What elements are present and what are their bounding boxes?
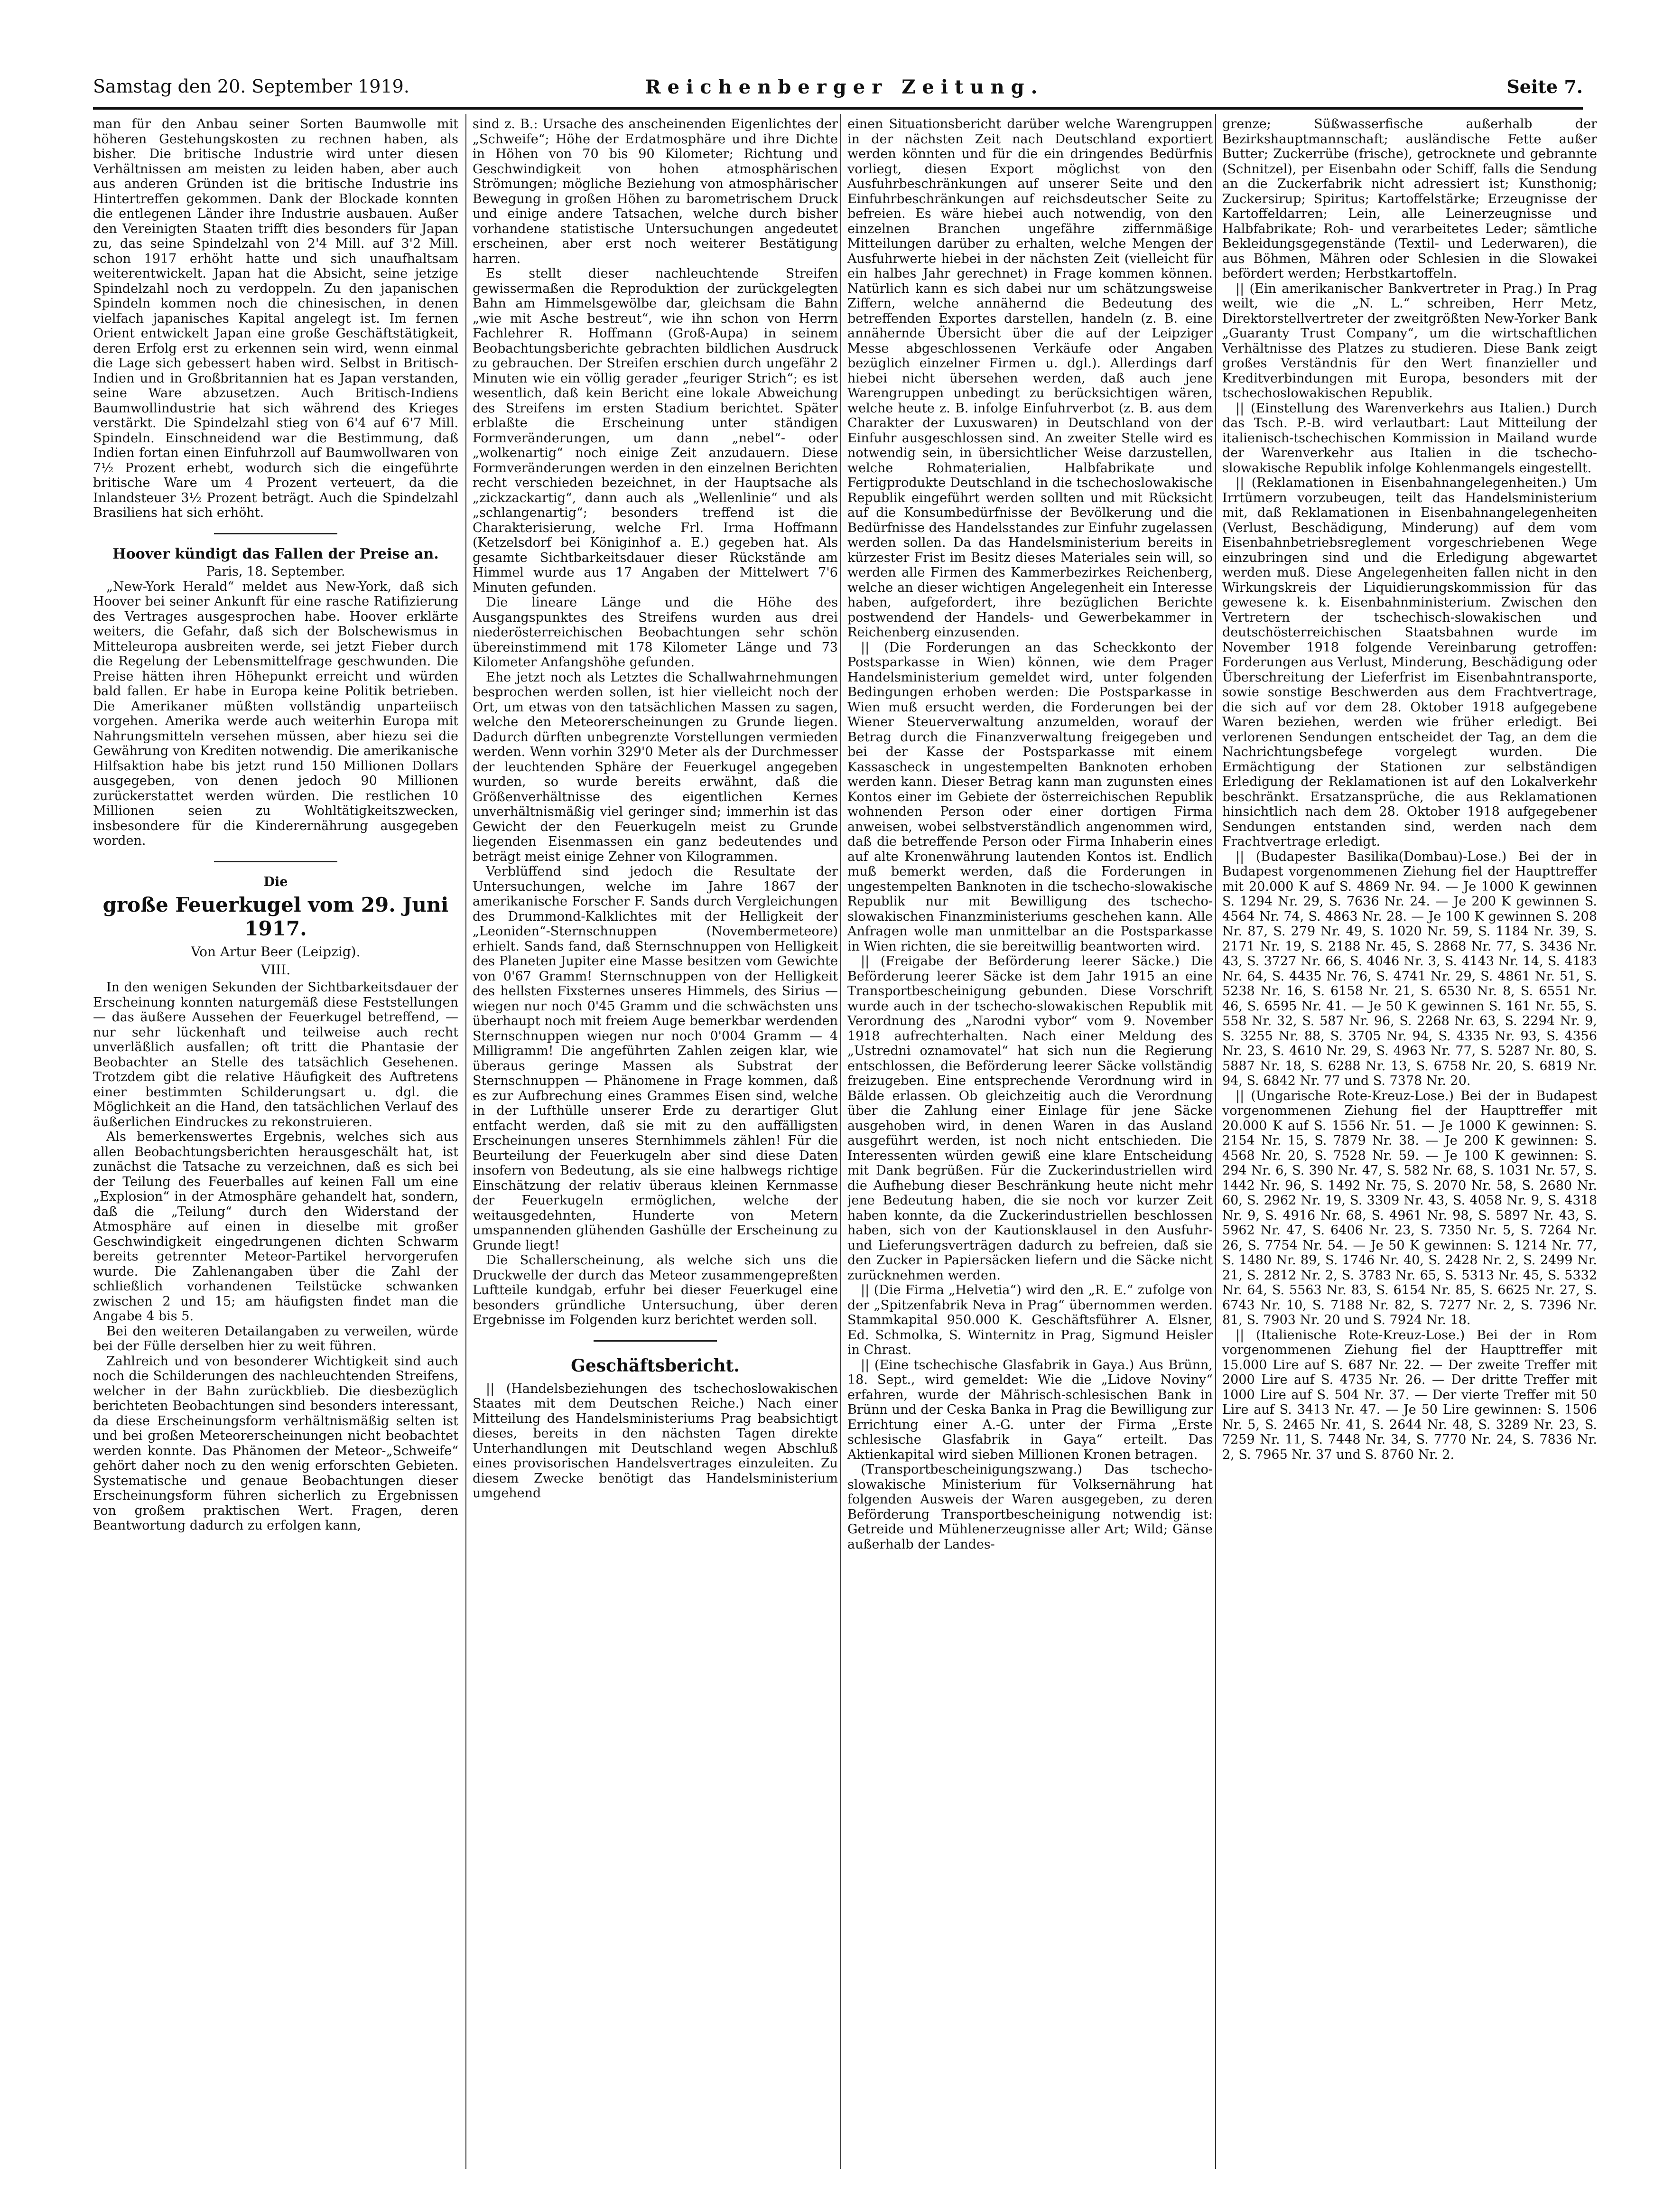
feuerkugel-paragraph: sind z. B.: Ursache des anscheinenden Eigenlichtes der „Schweife“; Höhe der Erdatmosphäre und ihre Dichte in Höhen von 70 bis 90 Kilometer; Richtung und Geschwindigkeit von hohen atmosphärischen Strömungen; mögliche Beziehung von atmosphärischer Bewegung in großen Höhen zu barometrischem Druck und einige andere Tatsachen, welche durch bisher vorhandene statistische Untersuchungen angedeutet erscheinen, aber erst noch weiterer Bestätigung harren.	[473, 117, 838, 266]
column-2	[473, 117, 838, 2172]
cotton-article-text: man für den Anbau seiner Sorten Baumwolle mit höheren Gestehungskosten zu rechnen haben, als bisher. Die britische Industrie wird unter diesen Verhältnissen am meisten zu leiden haben, aber auch aus anderen Gründen ist die britische Industrie ins Hintertreffen gekommen. Dank der Blockade konnten die entlegenen Länder ihre Industrie ausbauen. Außer den Vereinigten Staaten trifft dies besonders für Japan zu, das seine Spindelzahl von 2'4 Mill. auf 3'2 Mill. schon 1917 erhöht hatte und sich unaufhaltsam weiterentwickelt. Japan hat die Absicht, seine jetzige Spindelzahl noch zu verdoppeln. Zu den japanischen Spindeln kommen noch die chinesischen, in denen vielfach japanisches Kapital angelegt ist. Im fernen Orient entwickelt Japan eine große Geschäftstätigkeit, deren Erfolg erst zu erkennen sein wird, wenn einmal die Lage sich gebessert haben wird. Selbst in Britisch-Indien und in Großbritannien hat es Japan verstanden, seine Ware abzusetzen. Auch Britisch-Indiens Baumwollindustrie hat sich während des Krieges verstärkt. Die Spindelzahl stieg von 6'4 auf 6'7 Mill. Spindeln. Einschneidend war die Bestimmung, daß Indien fortan einen Einfuhrzoll auf Baumwollwaren von 7½ Prozent erhebt, wodurch sich die eingeführte britische Ware um 4 Prozent verteuert, da die Inlandsteuer 3½ Prozent beträgt. Auch die Spindelzahl Brasiliens hat sich erhöht.	[93, 117, 458, 520]
lottery-results: || (Ungarische Rote-Kreuz-Lose.) Bei der in Budapest vorgenommenen Ziehung fiel der Haupttreffer mit 20.000 K auf S. 1556 Nr. 51. — Je 1000 K gewinnen: S. 2154 Nr. 15, S. 7879 Nr. 38. — Je 200 K gewinnen: S. 4568 Nr. 20, S. 7528 Nr. 59. — Je 100 K gewinnen: S. 294 Nr. 6, S. 390 Nr. 47, S. 582 Nr. 68, S. 1031 Nr. 57, S. 1442 Nr. 96, S. 1492 Nr. 75, S. 2070 Nr. 58, S. 2680 Nr. 60, S. 2962 Nr. 19, S. 3309 Nr. 43, S. 4058 Nr. 9, S. 4318 Nr. 9, S. 4916 Nr. 68, S. 4961 Nr. 98, S. 5897 Nr. 43, S. 5962 Nr. 47, S. 6406 Nr. 23, S. 7350 Nr. 5, S. 7264 Nr. 26, S. 7754 Nr. 54. — Je 50 K gewinnen: S. 1214 Nr. 77, S. 1480 Nr. 89, S. 1746 Nr. 40, S. 2428 Nr. 2, S. 2499 Nr. 21, S. 2812 Nr. 2, S. 3783 Nr. 65, S. 5313 Nr. 45, S. 5332 Nr. 64, S. 5563 Nr. 83, S. 6154 Nr. 85, S. 6625 Nr. 27, S. 6743 Nr. 10, S. 7188 Nr. 82, S. 7277 Nr. 2, S. 7396 Nr. 81, S. 7903 Nr. 20 und S. 7924 Nr. 18.	[1222, 1088, 1597, 1327]
column-divider	[1215, 114, 1216, 2169]
business-report-item: || (Handelsbeziehungen des tschechoslowakischen Staates mit dem Deutschen Reiche.) Nach einer Mitteilung des Handelsministeriums Prag beabsichtigt dieses, bereits in den nächsten Tagen direkte Unterhandlungen mit Deutschland wegen Abschluß eines provisorischen Handelsvertrages einzuleiten. Zu diesem Zwecke benötigt das Handelsministerium umgehend	[473, 1381, 838, 1501]
column-1	[93, 117, 458, 2172]
feuerkugel-kicker: Die	[263, 874, 288, 889]
business-report-item: || (Eine tschechische Glasfabrik in Gaya.) Aus Brünn, 18. Sept., wird gemeldet: Wie die „Lidove Noviny“ erfahren, wurde der Mährisch-schlesischen Bank in Brünn und der Ceska Banka in Prag die Bewilligung zur Errichtung einer A.-G. unter der Firma „Erste schlesische Glasfabrik in Gaya“ erteilt. Das Aktienkapital wird sieben Millionen Kronen betragen.	[847, 1357, 1213, 1462]
feuerkugel-author: Von Artur Beer (Leipzig).	[191, 944, 361, 960]
business-report-item: || (Die Forderungen an das Scheckkonto der Postsparkasse in Wien) können, wie dem Prager Handelsministerium gemeldet wird, unter folgenden Bedingungen erhoben werden: Die Postsparkasse in Wien muß ersucht werden, die Forderungen bei der Wiener Steuerverwaltung anzumelden, worauf der Betrag durch die Finanzverwaltung freigegeben und bei der Kasse der Postsparkasse mit einem Kassascheck in ungestempelten Banknoten erhoben werden kann. Dieser Betrag kann man zugunsten eines Kontos einer im Gebiete der österreichischen Republik wohnenden Person oder einer dortigen Firma anweisen, wobei selbstverständlich angenommen wird, daß die betreffende Person oder Firma Inhaberin eines auf alte Kronenwährung lautenden Kontos ist. Endlich muß bemerkt werden, daß die Forderungen in ungestempelten Banknoten in die tschecho-slowakische Republik nur mit Bewilligung des tschecho-slowakischen Finanzministeriums geschehen kann. Alle Anfragen wolle man unmittelbar an die Postsparkasse in Wien richten, die sie bereitwillig beantworten wird.	[847, 640, 1213, 954]
page-number: Seite 7.	[1506, 76, 1583, 97]
feuerkugel-paragraph: Es stellt dieser nachleuchtende Streifen gewissermaßen die Reproduktion der zurückgelegten Bahn am Himmelsgewölbe dar, gleichsam die Bahn „wie mit Asche bestreut“, wie ihn schon von Herrn Fachlehrer R. Hoffmann (Groß-Aupa) in seinem Beobachtungsberichte gebrachten bildlichen Ausdruck zu gebrauchen. Der Streifen erschien durch ungefähr 2 Minuten wie ein völlig gerader „feuriger Strich“; es ist wesentlich, daß kein Bericht eine lokale Abweichung des Streifens im ersten Stadium berichtet. Später erblaßte die Erscheinung unter ständigen Formveränderungen, um dann „nebel“- oder „wolkenartig“ noch einige Zeit anzudauern. Diese Formveränderungen werden in den einzelnen Berichten recht verschieden bezeichnet, in der Hauptsache als „zickzackartig“, dann auch als „Wellenlinie“ und als „schlangenartig“; besonders treffend ist die Charakterisierung, welche Frl. Irma Hoffmann (Ketzelsdorf bei Königinhof a. E.) gegeben hat. Als gesamte Sichtbarkeitsdauer dieser Rückstände am Himmel wurde aus 17 Angaben der Mittelwert 7'6 Minuten gefunden.	[473, 266, 838, 595]
feuerkugel-title: große Feuerkugel vom 29. Juni 1917.	[102, 893, 449, 940]
feuerkugel-paragraph: Verblüffend sind jedoch die Resultate der Untersuchungen, welche im Jahre 1867 der amerikanische Forscher F. Sands durch Vergleichungen des Drummond-Kalklichtes mit der Helligkeit der „Leoniden“-Sternschnuppen (Novembermeteore) erhielt. Sands fand, daß Sternschnuppen von Helligkeit des Planeten Jupiter eine Masse besitzen vom Gewichte von 0'67 Gramm! Sternschnuppen von der Helligkeit des hellsten Fixsternes unseres Himmels, des Sirius — wiegen nur noch 0'45 Gramm und die schwächsten uns überhaupt noch mit freiem Auge bemerkbar werdenden Sternschnuppen wiegen nur noch 0'004 Gramm — 4 Milligramm! Die angeführten Zahlen zeigen klar, wie überaus geringe Massen als Substrat der Sternschnuppen — Phänomene in Frage kommen, daß es zur Aufbrechung eines Grammes Eisen sind, welche in der Lufthülle unserer Erde zu derartiger Glut entfacht werden, daß sie mit zu den auffälligsten Erscheinungen unseres Sternhimmels zählen! Für die Beurteilung der Feuerkugeln aber sind diese Daten insofern von Bedeutung, als sie eine halbwegs richtige Einschätzung der relativ überaus kleinen Kernmasse der Feuerkugeln ermöglichen, welche der weitausgedehnten, Hunderte von Metern umspannenden glühenden Gashülle der Erscheinung zu Grunde liegt!	[473, 864, 838, 1253]
newspaper-title: Reichenberger Zeitung.	[645, 76, 1044, 98]
business-report-item: (Transportbescheinigungszwang.) Das tschecho-slowakische Ministerium für Volksernährung hat folgenden Ausweis der Waren ausgegeben, zu deren Beförderung Transportbescheinigung notwendig ist: Getreide und Mühlenerzeugnisse aller Art; Wild; Gänse außerhalb der Landes-	[847, 1462, 1213, 1552]
header-rule	[93, 107, 1583, 110]
business-report-item: || (Reklamationen in Eisenbahnangelegenheiten.) Um Irrtümern vorzubeugen, teilt das Handelsministerium mit, daß Reklamationen in Eisenbahnangelegenheiten (Verlust, Beschädigung, Minderung) auf dem vom Eisenbahnbetriebsreglement vorgeschriebenen Wege einzubringen sind und die Erledigung abgewartet werden muß. Diese Angelegenheiten fallen nicht in den Wirkungskreis der Liquidierungskommission für das gewesene k. k. Eisenbahnministerium. Zwischen den Vertretern der tschechisch-slowakischen und deutschösterreichischen Staatsbahnen wurde im November 1918 folgende Vereinbarung getroffen: Forderungen aus Verlust, Minderung, Beschädigung oder Überschreitung der Lieferfrist im Eisenbahntransporte, sowie sonstige Beschwerden aus dem Frachtvertrage, die sich auf vor dem 28. Oktober 1918 aufgegebene Waren beziehen, werden wie früher erledigt. Bei verlorenen Sendungen entscheidet der Tag, an dem die Nachrichtungsbefege vorgelegt wurden. Die Ermächtigung der Stationen zur selbständigen Erledigung der Reklamationen ist auf den Lokalverkehr beschränkt. Ersatzansprüche, die aus Reklamationen hinsichtlich nach dem 28. Oktober 1918 aufgegebener Sendungen entstanden sind, werden nach dem Frachtvertrage erledigt.	[1222, 476, 1597, 849]
business-report-item: einen Situationsbericht darüber welche Warengruppen in der nächsten Zeit nach Deutschland exportiert werden könnten und für die ein dringendes Bedürfnis vorliegt, diesen Export möglichst von den Ausfuhrbeschränkungen auf unserer Seite und den Einfuhrbeschränkungen auf reichsdeutscher Seite zu befreien. Es wäre hiebei auch notwendig, von den einzelnen Branchen ungefähre ziffernmäßige Mitteilungen darüber zu erhalten, welche Mengen der Ausfuhrwerte hiebei in der nächsten Zeit (vielleicht für ein halbes Jahr gerechnet) in Frage kommen können. Natürlich kann es sich dabei nur um schätzungsweise Ziffern, welche annähernd die Bedeutung des betreffenden Exportes darstellen, handeln (z. B. eine annähernde Übersicht über die auf der Leipziger Messe abgeschlossenen Verkäufe oder Angaben bezüglich einzelner Firmen u. dgl.). Allerdings darf hiebei nicht übersehen werden, daß auch jene Warengruppen unbedingt zu berücksichtigen wären, welche heute z. B. infolge Einfuhrverbot (z. B. aus dem Charakter der Luxuswaren) in Deutschland von der Einfuhr ausgeschlossen sind. An zweiter Stelle wird es notwendig sein, in übersichtlicher Weise darzustellen, welche Rohmaterialien, Halbfabrikate und Fertigprodukte Deutschland in die tschechoslowakische Republik eingeführt werden sollten und mit Rücksicht auf die Konsumbedürfnisse der Bevölkerung und die Bedürfnisse des Handelsstandes zur Einfuhr zugelassen werden sollen. Da das Handelsministerium bereits in kürzester Frist im Besitz dieses Materiales sein will, so werden alle Firmen des Kammerbezirkes Reichenberg, welche an dieser wichtigen Angelegenheit ein Interesse haben, aufgefordert, ihre bezüglichen Berichte postwendend der Handels- und Gewerbekammer in Reichenberg einzusenden.	[847, 117, 1213, 640]
column-4	[1222, 117, 1597, 2172]
business-report-item: || (Die Firma „Helvetia“) wird den „R. E.“ zufolge von der „Spitzenfabrik Neva in Prag“ übernommen werden. Stammkapital 950.000 K. Geschäftsführer A. Elsner, Ed. Schmolka, S. Winternitz in Prag, Sigmund Heisler in Chrast.	[847, 1283, 1213, 1357]
feuerkugel-paragraph: Bei den weiteren Detailangaben zu verweilen, würde bei der Fülle derselben hier zu weit führen.	[93, 1324, 458, 1353]
feuerkugel-paragraph: In den wenigen Sekunden der Sichtbarkeitsdauer der Erscheinung konnten naturgemäß diese Feststellungen — das äußere Aussehen der Feuerkugel betreffend, — nur sehr lückenhaft und teilweise auch recht unverläßlich ausfallen; oft tritt die Phantasie der Beobachter an Stelle des tatsächlich Gesehenen. Trotzdem gibt die relative Häufigkeit des Auftretens einer bestimmten Schilderungsart u. dgl. die Möglichkeit an die Hand, den tatsächlichen Verlauf des äußerlichen Eindruckes zu rekonstruieren.	[93, 980, 458, 1129]
column-divider	[840, 114, 841, 2169]
feuerkugel-part: VIII.	[260, 961, 291, 978]
article-separator	[214, 533, 337, 534]
hoover-heading: Hoover kündigt das Fallen der Preise an.	[112, 545, 439, 562]
business-report-item: || (Freigabe der Beförderung leerer Säcke.) Die Beförderung leerer Säcke ist dem Jahr 1915 an eine Transportbescheinigung gebunden. Diese Vorschrift wurde auch in der tschecho-slowakischen Republik mit Verordnung des „Narodni vybor“ vom 9. November 1918 aufrechterhalten. Nach einer Meldung des „Ustredni oznamovatel“ hat sich nun die Regierung entschlossen, die Beförderung leerer Säcke vollständig freizugeben. Eine entsprechende Verordnung wird in Bälde erlassen. Ob gleichzeitig auch die Verordnung über die Zahlung einer Einlage für jene Säcke ausgehoben wird, in denen Waren in das Ausland ausgeführt werden, ist noch nicht entschieden. Die Interessenten würden gewiß eine klare Entscheidung mit Dank begrüßen. Für die Zuckerindustriellen wird die Aufhebung dieser Beschränkung heute nicht mehr jene Bedeutung haben, die sie noch vor kurzer Zeit haben konnte, da die Zuckerindustriellen beschlossen haben, sich von der Kautionsklausel in den Ausfuhr- und Lieferungsverträgen dadurch zu befreien, daß sie den Zucker in Papiersäcken liefern und die Säcke nicht zurücknehmen werden.	[847, 954, 1213, 1283]
hoover-dateline: Paris, 18. September.	[206, 564, 345, 579]
column-3	[847, 117, 1213, 2172]
feuerkugel-paragraph: Ehe jetzt noch als Letztes die Schallwahrnehmungen besprochen werden sollen, ist hier vielleicht noch der Ort, um etwas von den tatsächlichen Massen zu sagen, welche den Meteorerscheinungen zu Grunde liegen. Dadurch dürften unbegrenzte Vorstellungen vermieden werden. Wenn vorhin 329'0 Meter als der Durchmesser der leuchtenden Sphäre der Feuerkugel angegeben wurden, so wurde bereits erwähnt, daß die Größenverhältnisse des eigentlichen Kernes unverhältnismäßig viel geringer sind; immerhin ist das Gewicht der den Feuerkugeln meist zu Grunde liegenden Eisenmassen ein ganz bedeutendes und beträgt meist einige Zehner von Kilogrammen.	[473, 670, 838, 864]
business-report-item: || (Einstellung des Warenverkehrs aus Italien.) Durch das Tsch. P.-B. wird verlautbart: Laut Mitteilung der italienisch-tschechischen Kommission in Mailand wurde der Warenverkehr aus Italien in die tschecho-slowakische Republik infolge Kohlenmangels eingestellt.	[1222, 401, 1597, 476]
business-report-item: grenze; Süßwasserfische außerhalb der Bezirkshauptmannschaft; ausländische Fette außer Butter; Zuckerrübe (frische), getrocknete und gebrannte (Schnitzel), per Eisenbahn oder Schiff, falls die Sendung an die Zuckerfabrik nicht adressiert ist; Kunsthonig; Zuckersirup; Spiritus; Kartoffelstärke; Erzeugnisse der Kartoffeldarren; Lein, alle Leinerzeugnisse und Halbfabrikate; Roh- und verarbeitetes Leder; sämtliche Bekleidungsgegenstände (Textil- und Lederwaren), die aus Böhmen, Mähren oder Schlesien in die Slowakei befördert werden; Herbstkartoffeln.	[1222, 117, 1597, 281]
feuerkugel-paragraph: Als bemerkenswertes Ergebnis, welches sich aus allen Beobachtungsberichten herausgeschält hat, ist zunächst die Tatsache zu verzeichnen, daß es sich bei der Teilung des Feuerballes auf keinen Fall um eine „Explosion“ in der Atmosphäre gehandelt hat, sondern, daß die „Teilung“ durch den Widerstand der Atmosphäre auf einen in dieselbe mit großer Geschwindigkeit eingedrungenen dichten Schwarm bereits getrennter Meteor-Partikel hervorgerufen wurde. Die Zahlenangaben über die Zahl der schließlich vorhandenen Teilstücke schwanken zwischen 2 und 15; am häufigsten findet man die Angabe 4 bis 5.	[93, 1129, 458, 1324]
header-date: Samstag den 20. September 1919.	[93, 76, 409, 97]
lottery-results: || (Budapester Basilika(Dombau)-Lose.) Bei der in Budapest vorgenommenen Ziehung fiel der Haupttreffer mit 20.000 K auf S. 4869 Nr. 94. — Je 1000 K gewinnen S. 1294 Nr. 29, S. 7636 Nr. 24. — Je 200 K gewinnen S. 4564 Nr. 74, S. 4863 Nr. 28. — Je 100 K gewinnen S. 208 Nr. 87, S. 279 Nr. 49, S. 1020 Nr. 59, S. 1184 Nr. 39, S. 2171 Nr. 19, S. 2188 Nr. 45, S. 2868 Nr. 77, S. 3436 Nr. 43, S. 3727 Nr. 66, S. 4046 Nr. 3, S. 4143 Nr. 14, S. 4183 Nr. 64, S. 4435 Nr. 76, S. 4741 Nr. 29, S. 4861 Nr. 51, S. 5238 Nr. 16, S. 6158 Nr. 21, S. 6530 Nr. 8, S. 6551 Nr. 46, S. 6595 Nr. 41. — Je 50 K gewinnen S. 161 Nr. 55, S. 558 Nr. 32, S. 587 Nr. 96, S. 2268 Nr. 63, S. 2294 Nr. 9, S. 3255 Nr. 88, S. 3705 Nr. 94, S. 4335 Nr. 93, S. 4356 Nr. 23, S. 4610 Nr. 29, S. 4963 Nr. 77, S. 5287 Nr. 80, S. 5887 Nr. 18, S. 6288 Nr. 13, S. 6758 Nr. 20, S. 6819 Nr. 94, S. 6842 Nr. 77 und S. 7378 Nr. 20.	[1222, 849, 1597, 1088]
feuerkugel-paragraph: Zahlreich und von besonderer Wichtigkeit sind auch noch die Schilderungen des nachleuchtenden Streifens, welcher in der Bahn zurückblieb. Die diesbezüglich berichteten Beobachtungen sind besonders interessant, da diese Erscheinungsform verhältnismäßig selten ist und bei großen Meteorerscheinungen nicht beobachtet werden konnte. Das Phänomen der Meteor-„Schweife“ gehört daher noch zu den wenig erforschten Gebieten. Systematische und genaue Beobachtungen dieser Erscheinungsform führen sicherlich zu Ergebnissen von großem praktischen Wert. Fragen, deren Beantwortung dadurch zu erfolgen kann,	[93, 1353, 458, 1533]
hoover-body: „New-York Herald“ meldet aus New-York, daß sich Hoover bei seiner Ankunft für eine rasche Ratifizierung des Vertrages ausgesprochen habe. Hoover erklärte weiters, die Gefahr, daß sich der Bolschewismus in Mitteleuropa ausbreiten werde, sei jetzt Fieber durch die Regelung der Lebensmittelfrage geschwunden. Die Preise hätten ihren Höhepunkt erreicht und würden bald fallen. Er habe in Europa keine Politik betrieben. Die Amerikaner müßten vollständig unparteiisch vorgehen. Amerika werde auch weiterhin Europa mit Nahrungsmitteln versehen müssen, aber hiezu sei die Gewährung von Krediten notwendig. Die amerikanische Hilfsaktion habe bis jetzt rund 150 Millionen Dollars ausgegeben, von denen jedoch 90 Millionen zurückerstattet werden würden. Die restlichen 10 Millionen seien zu Wohltätigkeitszwecken, insbesondere für die Kinderernährung ausgegeben worden.	[93, 579, 458, 848]
business-report-heading: Geschäftsbericht.	[571, 1355, 740, 1376]
business-report-item: || (Ein amerikanischer Bankvertreter in Prag.) In Prag weilt, wie die „N. L.“ schreiben, Herr Metz, Direktorstellvertreter der zweitgrößten New-Yorker Bank „Guaranty Trust Company“, um die wirtschaftlichen Verhältnisse des Platzes zu studieren. Diese Bank zeigt großes Verständnis für den Wert finanzieller und Kreditverbindungen mit Europa, besonders mit der tschechoslowakischen Republik.	[1222, 281, 1597, 401]
lottery-results: || (Italienische Rote-Kreuz-Lose.) Bei der in Rom vorgenommenen Ziehung fiel der Haupttreffer mit 15.000 Lire auf S. 687 Nr. 22. — Der zweite Treffer mit 2000 Lire auf S. 4735 Nr. 26. — Der dritte Treffer mit 1000 Lire auf S. 504 Nr. 37. — Der vierte Treffer mit 50 Lire auf S. 3413 Nr. 47. — Je 50 Lire gewinnen: S. 1506 Nr. 5, S. 2465 Nr. 41, S. 2644 Nr. 48, S. 3289 Nr. 23, S. 7259 Nr. 11, S. 7448 Nr. 34, S. 7770 Nr. 24, S. 7836 Nr. 2, S. 7965 Nr. 37 und S. 8760 Nr. 2.	[1222, 1327, 1597, 1462]
column-divider	[465, 114, 466, 2169]
article-separator	[214, 861, 337, 862]
feuerkugel-paragraph: Die lineare Länge und die Höhe des Ausgangspunktes des Streifens wurden aus drei niederösterreichischen Beobachtungen sehr schön übereinstimmend mit 178 Kilometer Länge und 73 Kilometer Anfangshöhe gefunden.	[473, 595, 838, 670]
feuerkugel-paragraph: Die Schallerscheinung, als welche sich uns die Druckwelle der durch das Meteor zusammengepreßten Luftteile kundgab, erfuhr bei dieser Feuerkugel eine besonders gründliche Untersuchung, über deren Ergebnisse im Folgenden kurz berichtet werden soll.	[473, 1253, 838, 1327]
article-separator	[594, 1340, 717, 1342]
